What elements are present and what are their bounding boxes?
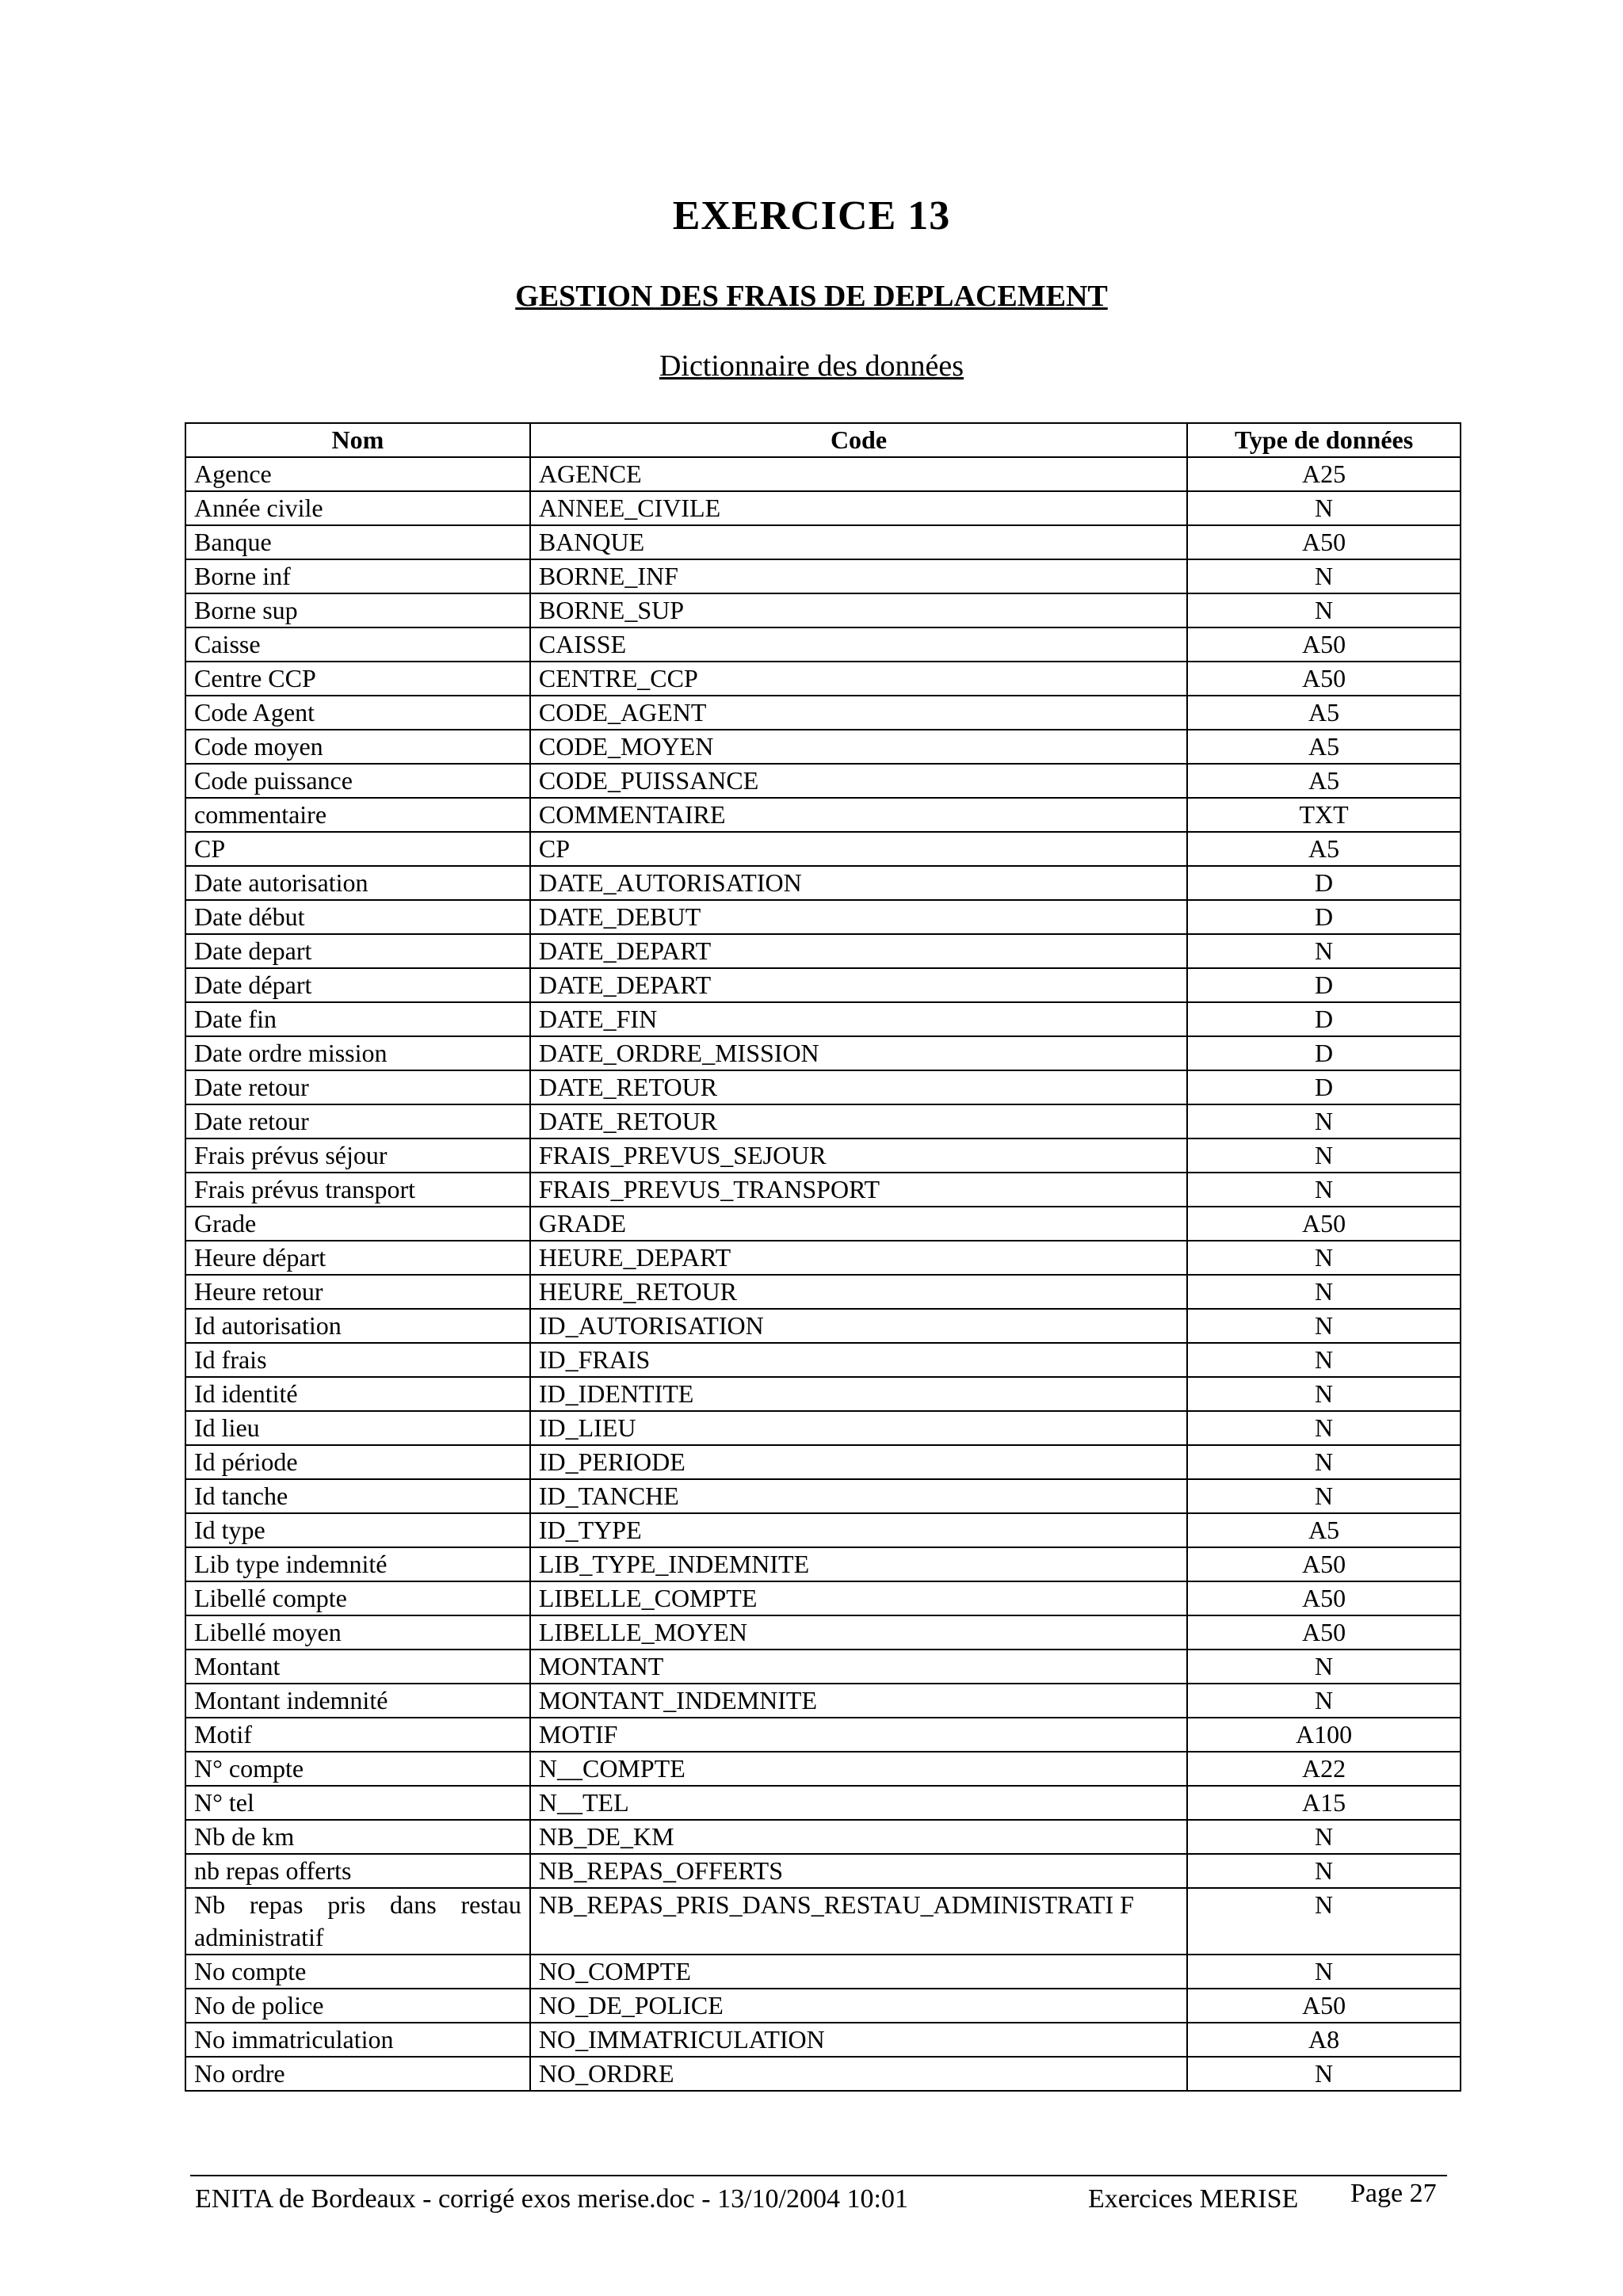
cell-code: LIBELLE_MOYEN (530, 1615, 1187, 1650)
table-row (185, 1786, 1461, 1820)
cell-code: CP (530, 832, 1187, 866)
cell-code: DATE_RETOUR (530, 1070, 1187, 1104)
cell-type: TXT (1187, 798, 1461, 832)
cell-nom: Nb repas pris dans restau administratif (185, 1888, 530, 1955)
table-header-row (185, 423, 1461, 457)
cell-code: DATE_FIN (530, 1002, 1187, 1036)
table-row (185, 1650, 1461, 1684)
page-subtitle: GESTION DES FRAIS DE DEPLACEMENT (515, 280, 1108, 313)
cell-type: A50 (1187, 1581, 1461, 1615)
cell-nom: Montant (185, 1650, 530, 1684)
cell-nom: Agence (185, 457, 530, 491)
cell-type: A50 (1187, 627, 1461, 662)
cell-code: CODE_PUISSANCE (530, 764, 1187, 798)
cell-nom: Banque (185, 525, 530, 559)
cell-nom: Caisse (185, 627, 530, 662)
cell-nom: Date début (185, 900, 530, 934)
cell-type: N (1187, 491, 1461, 525)
cell-nom: Frais prévus séjour (185, 1138, 530, 1173)
cell-nom: Code moyen (185, 730, 530, 764)
table-row (185, 1138, 1461, 1173)
cell-nom: Id lieu (185, 1411, 530, 1445)
cell-nom: Grade (185, 1207, 530, 1241)
cell-code: ID_TYPE (530, 1513, 1187, 1547)
cell-nom: Id frais (185, 1343, 530, 1377)
column-header-code: Code (530, 423, 1187, 457)
cell-nom: Date départ (185, 968, 530, 1002)
table-row (185, 832, 1461, 866)
cell-code: DATE_DEBUT (530, 900, 1187, 934)
table-body (185, 457, 1461, 2091)
cell-nom: Lib type indemnité (185, 1547, 530, 1581)
table-row (185, 1275, 1461, 1309)
cell-code: GRADE (530, 1207, 1187, 1241)
cell-type: N (1187, 1343, 1461, 1377)
cell-nom: CP (185, 832, 530, 866)
cell-code: BORNE_SUP (530, 593, 1187, 627)
cell-type: N (1187, 1275, 1461, 1309)
cell-code: ID_PERIODE (530, 1445, 1187, 1479)
footer-document-info: ENITA de Bordeaux - corrigé exos merise.doc - 13/10/2004 10:01 (195, 2184, 908, 2214)
cell-code: CODE_AGENT (530, 696, 1187, 730)
table-row (185, 866, 1461, 900)
cell-code: ID_IDENTITE (530, 1377, 1187, 1411)
page-title: EXERCICE 13 (672, 193, 951, 238)
table-row (185, 1343, 1461, 1377)
table-row (185, 1513, 1461, 1547)
cell-code: NB_REPAS_PRIS_DANS_RESTAU_ADMINISTRATI F (530, 1888, 1187, 1955)
cell-nom: Libellé compte (185, 1581, 530, 1615)
table-row (185, 662, 1461, 696)
table-row (185, 1445, 1461, 1479)
cell-type: A50 (1187, 525, 1461, 559)
cell-type: A5 (1187, 696, 1461, 730)
cell-type: A22 (1187, 1752, 1461, 1786)
cell-type: A25 (1187, 457, 1461, 491)
cell-code: LIB_TYPE_INDEMNITE (530, 1547, 1187, 1581)
cell-nom: Date depart (185, 934, 530, 968)
table-row (185, 798, 1461, 832)
table-row (185, 1684, 1461, 1718)
cell-nom: Code puissance (185, 764, 530, 798)
cell-type: D (1187, 1070, 1461, 1104)
cell-nom: No compte (185, 1955, 530, 1989)
cell-code: LIBELLE_COMPTE (530, 1581, 1187, 1615)
table-row (185, 593, 1461, 627)
section-heading: Dictionnaire des données (659, 349, 964, 383)
table-row (185, 730, 1461, 764)
cell-code: CENTRE_CCP (530, 662, 1187, 696)
cell-type: N (1187, 1411, 1461, 1445)
table-row (185, 934, 1461, 968)
cell-type: N (1187, 1684, 1461, 1718)
cell-type: D (1187, 1036, 1461, 1070)
cell-nom: Montant indemnité (185, 1684, 530, 1718)
cell-nom: Centre CCP (185, 662, 530, 696)
cell-code: MOTIF (530, 1718, 1187, 1752)
cell-type: A50 (1187, 1989, 1461, 2023)
table-row (185, 1309, 1461, 1343)
cell-code: FRAIS_PREVUS_SEJOUR (530, 1138, 1187, 1173)
footer-divider (190, 2175, 1447, 2176)
cell-type: N (1187, 1241, 1461, 1275)
cell-code: MONTANT (530, 1650, 1187, 1684)
cell-nom: Date fin (185, 1002, 530, 1036)
cell-nom: Code Agent (185, 696, 530, 730)
cell-code: NB_REPAS_OFFERTS (530, 1854, 1187, 1888)
table-row (185, 1615, 1461, 1650)
cell-nom: Motif (185, 1718, 530, 1752)
cell-nom: Id type (185, 1513, 530, 1547)
table-row (185, 1411, 1461, 1445)
cell-type: N (1187, 1820, 1461, 1854)
data-dictionary-table (185, 422, 1461, 2092)
cell-code: COMMENTAIRE (530, 798, 1187, 832)
cell-code: DATE_DEPART (530, 934, 1187, 968)
cell-nom: Date ordre mission (185, 1036, 530, 1070)
cell-type: N (1187, 1309, 1461, 1343)
footer-page-number: Page 27 (1350, 2179, 1437, 2208)
cell-code: DATE_RETOUR (530, 1104, 1187, 1138)
table-row (185, 1207, 1461, 1241)
cell-type: N (1187, 1104, 1461, 1138)
cell-nom: Id autorisation (185, 1309, 530, 1343)
cell-type: N (1187, 934, 1461, 968)
footer-course-name: Exercices MERISE (1088, 2184, 1299, 2214)
cell-type: A5 (1187, 730, 1461, 764)
table-row (185, 1718, 1461, 1752)
table-row (185, 2057, 1461, 2091)
column-header-type: Type de données (1187, 423, 1461, 457)
cell-nom: Id identité (185, 1377, 530, 1411)
cell-code: HEURE_RETOUR (530, 1275, 1187, 1309)
cell-code: ID_TANCHE (530, 1479, 1187, 1513)
cell-type: D (1187, 968, 1461, 1002)
table-row (185, 559, 1461, 593)
cell-type: N (1187, 1173, 1461, 1207)
cell-code: N__TEL (530, 1786, 1187, 1820)
cell-code: MONTANT_INDEMNITE (530, 1684, 1187, 1718)
cell-code: CAISSE (530, 627, 1187, 662)
table-row (185, 491, 1461, 525)
cell-code: ID_FRAIS (530, 1343, 1187, 1377)
cell-type: N (1187, 1955, 1461, 1989)
cell-code: NO_IMMATRICULATION (530, 2023, 1187, 2057)
cell-type: N (1187, 1138, 1461, 1173)
cell-code: ID_AUTORISATION (530, 1309, 1187, 1343)
table-row (185, 1036, 1461, 1070)
table-row (185, 1581, 1461, 1615)
cell-code: FRAIS_PREVUS_TRANSPORT (530, 1173, 1187, 1207)
cell-nom: Id période (185, 1445, 530, 1479)
table-row (185, 968, 1461, 1002)
cell-code: BORNE_INF (530, 559, 1187, 593)
cell-nom: Année civile (185, 491, 530, 525)
cell-nom: Date autorisation (185, 866, 530, 900)
cell-type: A15 (1187, 1786, 1461, 1820)
cell-nom: Frais prévus transport (185, 1173, 530, 1207)
cell-type: D (1187, 1002, 1461, 1036)
cell-type: D (1187, 866, 1461, 900)
cell-nom: Id tanche (185, 1479, 530, 1513)
cell-type: N (1187, 1377, 1461, 1411)
cell-nom: Borne inf (185, 559, 530, 593)
cell-type: A50 (1187, 1207, 1461, 1241)
table-row (185, 1752, 1461, 1786)
cell-code: HEURE_DEPART (530, 1241, 1187, 1275)
cell-type: N (1187, 1479, 1461, 1513)
cell-type: A5 (1187, 764, 1461, 798)
table-row (185, 1820, 1461, 1854)
cell-nom: Date retour (185, 1070, 530, 1104)
table-row (185, 627, 1461, 662)
cell-nom: N° tel (185, 1786, 530, 1820)
table-row (185, 1377, 1461, 1411)
cell-code: DATE_DEPART (530, 968, 1187, 1002)
table-row (185, 764, 1461, 798)
cell-nom: Nb de km (185, 1820, 530, 1854)
table-row (185, 525, 1461, 559)
table-row (185, 1888, 1461, 1955)
cell-code: CODE_MOYEN (530, 730, 1187, 764)
cell-nom: Borne sup (185, 593, 530, 627)
cell-code: ANNEE_CIVILE (530, 491, 1187, 525)
cell-nom: No immatriculation (185, 2023, 530, 2057)
cell-type: A50 (1187, 1615, 1461, 1650)
cell-code: NB_DE_KM (530, 1820, 1187, 1854)
cell-code: NO_DE_POLICE (530, 1989, 1187, 2023)
cell-type: N (1187, 593, 1461, 627)
cell-type: N (1187, 559, 1461, 593)
cell-code: AGENCE (530, 457, 1187, 491)
column-header-nom: Nom (185, 423, 530, 457)
table-row (185, 1241, 1461, 1275)
cell-type: N (1187, 1854, 1461, 1888)
cell-type: D (1187, 900, 1461, 934)
cell-nom: Heure départ (185, 1241, 530, 1275)
cell-type: A8 (1187, 2023, 1461, 2057)
cell-type: N (1187, 2057, 1461, 2091)
table-row (185, 1479, 1461, 1513)
cell-type: A100 (1187, 1718, 1461, 1752)
table-row (185, 1070, 1461, 1104)
table-row (185, 1955, 1461, 1989)
cell-type: N (1187, 1650, 1461, 1684)
cell-type: A5 (1187, 832, 1461, 866)
cell-type: N (1187, 1888, 1461, 1955)
cell-code: NO_ORDRE (530, 2057, 1187, 2091)
table-row (185, 1002, 1461, 1036)
table-row (185, 1989, 1461, 2023)
cell-nom: Heure retour (185, 1275, 530, 1309)
table-row (185, 2023, 1461, 2057)
cell-type: A5 (1187, 1513, 1461, 1547)
cell-code: N__COMPTE (530, 1752, 1187, 1786)
cell-nom: Date retour (185, 1104, 530, 1138)
table-row (185, 900, 1461, 934)
cell-nom: No ordre (185, 2057, 530, 2091)
cell-nom: commentaire (185, 798, 530, 832)
table-row (185, 696, 1461, 730)
cell-nom: No de police (185, 1989, 530, 2023)
cell-nom: Libellé moyen (185, 1615, 530, 1650)
cell-code: BANQUE (530, 525, 1187, 559)
table-row (185, 1547, 1461, 1581)
cell-code: NO_COMPTE (530, 1955, 1187, 1989)
cell-code: ID_LIEU (530, 1411, 1187, 1445)
table-row (185, 1104, 1461, 1138)
table-row (185, 457, 1461, 491)
cell-nom: nb repas offerts (185, 1854, 530, 1888)
cell-code: DATE_ORDRE_MISSION (530, 1036, 1187, 1070)
cell-nom: N° compte (185, 1752, 530, 1786)
cell-type: N (1187, 1445, 1461, 1479)
cell-code: DATE_AUTORISATION (530, 866, 1187, 900)
cell-type: A50 (1187, 662, 1461, 696)
cell-type: A50 (1187, 1547, 1461, 1581)
table-row (185, 1173, 1461, 1207)
table-row (185, 1854, 1461, 1888)
